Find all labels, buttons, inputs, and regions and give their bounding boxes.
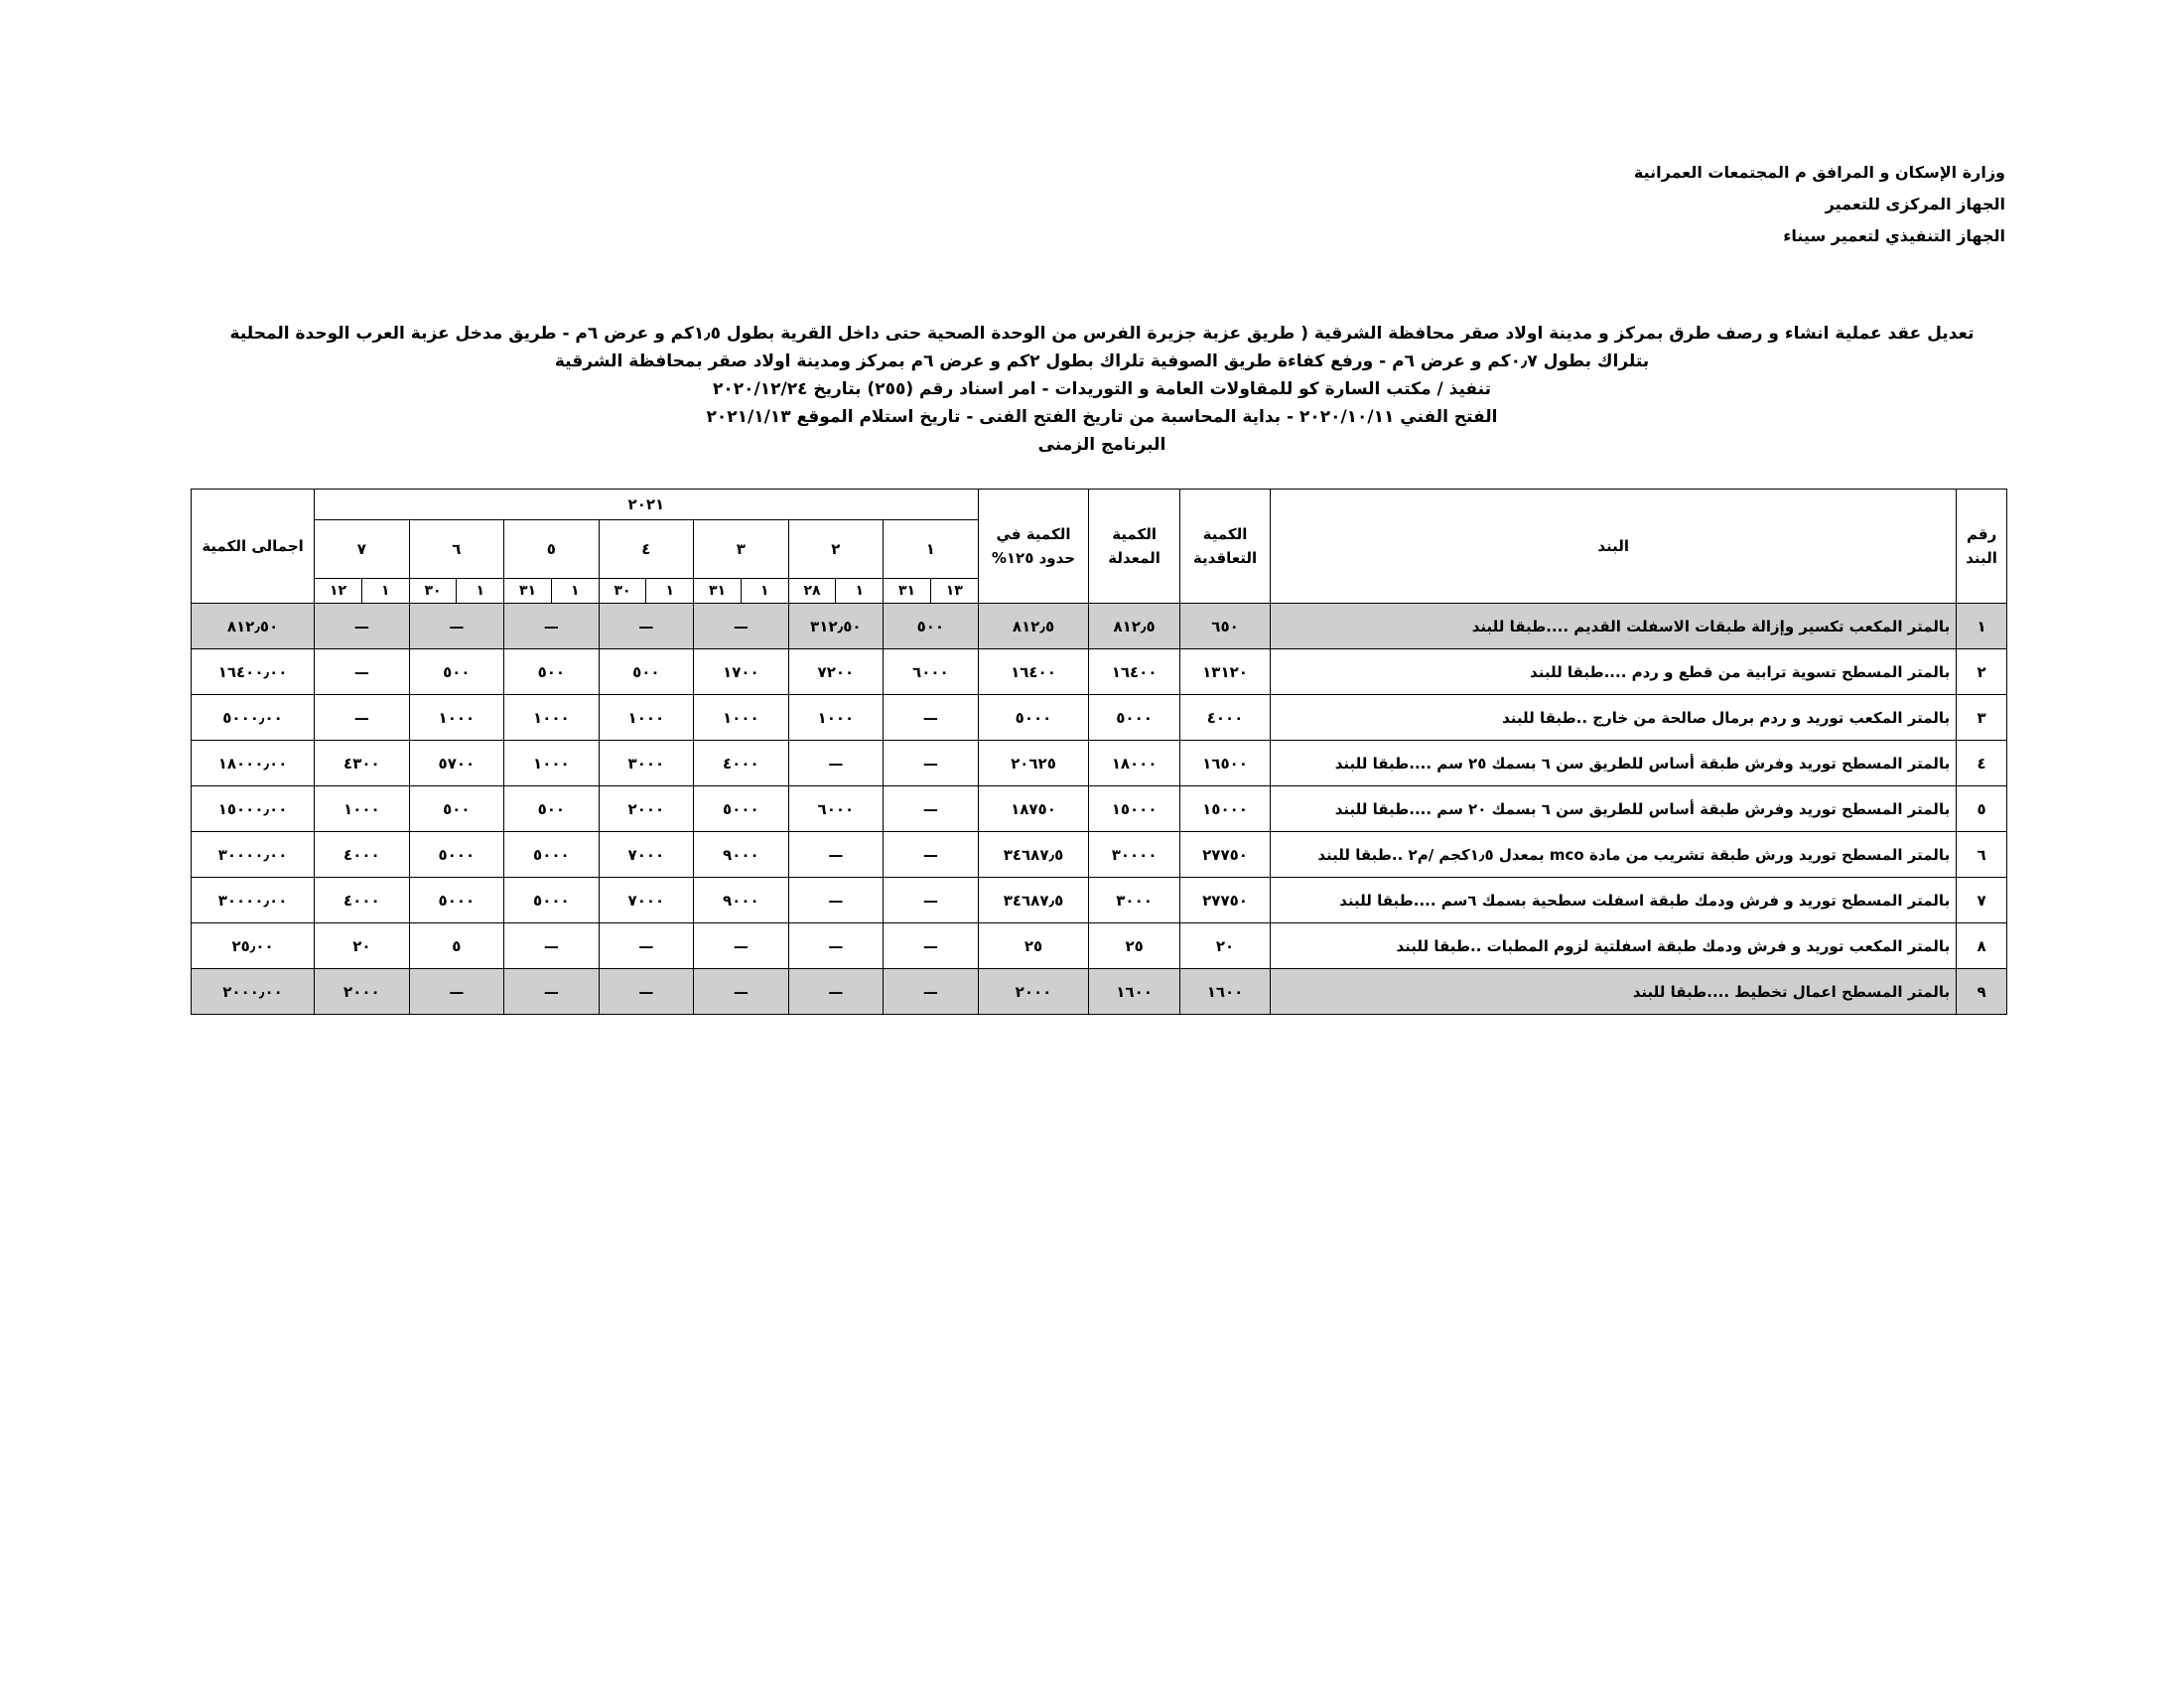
qty-125-cell: ٢٠٠٠ (978, 969, 1089, 1015)
month-qty-cell: — (694, 604, 789, 649)
month-qty-cell: — (504, 923, 600, 969)
month-qty-cell: — (315, 695, 410, 741)
month-header: ٧ (315, 520, 410, 579)
executive-agency-name: الجهاز التنفيذي لتعمير سيناء (1783, 226, 2005, 245)
total-qty-cell: ١٦٤٠٠٫٠٠ (192, 649, 315, 695)
month-qty-cell: — (884, 786, 979, 832)
month-qty-cell: — (694, 969, 789, 1015)
month-qty-cell: — (504, 604, 600, 649)
month-qty-cell: — (694, 923, 789, 969)
month-qty-cell: — (599, 923, 694, 969)
contract-qty-cell: ١٥٠٠٠ (1179, 786, 1270, 832)
month-qty-cell: ٧٠٠٠ (599, 832, 694, 878)
month-qty-cell: ٥٠٠٠ (504, 878, 600, 923)
header-item-no: رقم البند (1957, 490, 2007, 604)
month-qty-cell: ٥٠٠ (409, 786, 504, 832)
day-header: ١٣ (930, 579, 978, 604)
month-header: ١ (884, 520, 979, 579)
modified-qty-cell: ٥٠٠٠ (1089, 695, 1179, 741)
total-qty-cell: ١٨٠٠٠٫٠٠ (192, 741, 315, 786)
month-qty-cell: — (884, 832, 979, 878)
modified-qty-cell: ١٨٠٠٠ (1089, 741, 1179, 786)
month-header: ٣ (694, 520, 789, 579)
header-qty-125: الكمية في حدود ١٢٥% (978, 490, 1089, 604)
table-row (192, 604, 2007, 649)
day-header: ١ (457, 579, 504, 604)
month-qty-cell: ٥٠٠٠ (409, 878, 504, 923)
qty-125-cell: ١٦٤٠٠ (978, 649, 1089, 695)
month-qty-cell: — (315, 649, 410, 695)
month-qty-cell: — (315, 604, 410, 649)
month-qty-cell: — (884, 969, 979, 1015)
item-number-cell: ٩ (1957, 969, 2007, 1015)
day-header: ١ (551, 579, 599, 604)
month-qty-cell: ٢٠ (315, 923, 410, 969)
month-qty-cell: ٣١٢٫٥٠ (788, 604, 884, 649)
day-header: ١ (361, 579, 409, 604)
table-row (192, 695, 2007, 741)
month-qty-cell: ٤٠٠٠ (694, 741, 789, 786)
item-number-cell: ٢ (1957, 649, 2007, 695)
qty-125-cell: ٨١٢٫٥ (978, 604, 1089, 649)
day-header: ١ (741, 579, 788, 604)
table-row (192, 969, 2007, 1015)
table-header (192, 490, 2007, 604)
month-qty-cell: ١٠٠٠ (315, 786, 410, 832)
month-qty-cell: ٤٣٠٠ (315, 741, 410, 786)
month-qty-cell: ٢٠٠٠ (599, 786, 694, 832)
item-description-cell: بالمتر المسطح توريد وفرش طبقة أساس للطريق سن ٦ بسمك ٢٥ سم ....طبقا للبند (1271, 741, 1957, 786)
header-item: البند (1271, 490, 1957, 604)
contract-title: تعديل عقد عملية انشاء و رصف طرق بمركز و مدينة اولاد صقر محافظة الشرقية ( طريق عزبة جزيرة الفرس من الوحدة الصحية حتى داخل القرية بطول ١٫٥كم و عرض ٦م - طريق مدخل عزبة العرب الوحدة المحلية بتلراك بطول ٠٫٧كم و عرض ٦م - ورفع كفاءة طريق الصوفية تلراك بطول ٢كم و عرض ٦م بمركز ومدينة اولاد صقر بمحافظة الشرقية (229, 324, 1975, 371)
contract-qty-cell: ٢٠ (1179, 923, 1270, 969)
month-qty-cell: ٥٠٠٠ (409, 832, 504, 878)
contractor-line: تنفيذ / مكتب السارة كو للمقاولات العامة و التوريدات - امر اسناد رقم (٢٥٥) بتاريخ ٢٠٢٠/١٢/٢٤ (713, 379, 1491, 399)
day-header: ١ (646, 579, 694, 604)
month-header: ٤ (599, 520, 694, 579)
month-qty-cell: — (788, 832, 884, 878)
dates-line: الفتح الفني ٢٠٢٠/١٠/١١ - بداية المحاسبة من تاريخ الفتح الفنى - تاريخ استلام الموقع ٢٠٢١/١/١٣ (706, 407, 1498, 427)
month-qty-cell: — (788, 923, 884, 969)
item-description-cell: بالمتر المكعب توريد و فرش ودمك طبقة اسفلتية لزوم المطبات ..طبقا للبند (1271, 923, 1957, 969)
month-qty-cell: ٥٠٠٠ (694, 786, 789, 832)
month-qty-cell: — (884, 695, 979, 741)
month-qty-cell: ١٠٠٠ (504, 695, 600, 741)
central-agency-name: الجهاز المركزى للتعمير (1825, 195, 2005, 213)
day-header: ٣٠ (409, 579, 457, 604)
item-description-cell: بالمتر المكعب تكسير وإزالة طبقات الاسفلت القديم ....طبقا للبند (1271, 604, 1957, 649)
total-qty-cell: ٢٠٠٠٫٠٠ (192, 969, 315, 1015)
document-title-block (208, 320, 1995, 459)
qty-125-cell: ٥٠٠٠ (978, 695, 1089, 741)
qty-125-cell: ٢٥ (978, 923, 1089, 969)
month-qty-cell: — (884, 741, 979, 786)
day-header: ٣١ (694, 579, 742, 604)
month-qty-cell: ٥٠٠ (884, 604, 979, 649)
contract-qty-cell: ٢٧٧٥٠ (1179, 832, 1270, 878)
table-row (192, 832, 2007, 878)
month-qty-cell: ١٠٠٠ (504, 741, 600, 786)
month-qty-cell: ١٠٠٠ (409, 695, 504, 741)
month-qty-cell: ٧٢٠٠ (788, 649, 884, 695)
day-header: ١ (836, 579, 884, 604)
month-qty-cell: — (599, 604, 694, 649)
table-row (192, 741, 2007, 786)
month-qty-cell: ٤٠٠٠ (315, 832, 410, 878)
total-qty-cell: ٣٠٠٠٠٫٠٠ (192, 878, 315, 923)
schedule-heading: البرنامج الزمنى (1037, 435, 1166, 455)
item-description-cell: بالمتر المسطح توريد و فرش ودمك طبقة اسفلت سطحية بسمك ٦سم ....طبقا للبند (1271, 878, 1957, 923)
day-header: ٢٨ (788, 579, 836, 604)
month-qty-cell: — (599, 969, 694, 1015)
item-number-cell: ٤ (1957, 741, 2007, 786)
month-header: ٦ (409, 520, 504, 579)
day-header: ٣٠ (599, 579, 646, 604)
modified-qty-cell: ١٥٠٠٠ (1089, 786, 1179, 832)
header-contract-qty: الكمية التعاقدية (1179, 490, 1270, 604)
item-description-cell: بالمتر المسطح اعمال تخطيط ....طبقا للبند (1271, 969, 1957, 1015)
total-qty-cell: ٣٠٠٠٠٫٠٠ (192, 832, 315, 878)
item-description-cell: بالمتر المسطح تسوية ترابية من قطع و ردم ....طبقا للبند (1271, 649, 1957, 695)
month-qty-cell: ٥٠٠ (409, 649, 504, 695)
qty-125-cell: ٣٤٦٨٧٫٥ (978, 878, 1089, 923)
month-header: ٥ (504, 520, 600, 579)
item-number-cell: ٨ (1957, 923, 2007, 969)
contract-qty-cell: ١٦٠٠ (1179, 969, 1270, 1015)
month-qty-cell: ٣٠٠٠ (599, 741, 694, 786)
day-header: ٣١ (884, 579, 931, 604)
month-qty-cell: — (884, 923, 979, 969)
month-qty-cell: — (788, 878, 884, 923)
contract-qty-cell: ٤٠٠٠ (1179, 695, 1270, 741)
day-header: ٣١ (504, 579, 552, 604)
month-qty-cell: — (409, 604, 504, 649)
month-qty-cell: — (788, 969, 884, 1015)
item-number-cell: ٦ (1957, 832, 2007, 878)
month-qty-cell: ٥٠٠ (504, 649, 600, 695)
item-description-cell: بالمتر المكعب توريد و ردم برمال صالحة من خارج ..طبقا للبند (1271, 695, 1957, 741)
table-row (192, 649, 2007, 695)
month-qty-cell: ١٠٠٠ (599, 695, 694, 741)
month-qty-cell: ٦٠٠٠ (884, 649, 979, 695)
contract-qty-cell: ٦٥٠ (1179, 604, 1270, 649)
month-qty-cell: ٥٠٠ (599, 649, 694, 695)
month-qty-cell: ١٠٠٠ (788, 695, 884, 741)
table-row (192, 878, 2007, 923)
authority-header (1112, 157, 2005, 252)
modified-qty-cell: ٣٠٠٠٠ (1089, 832, 1179, 878)
modified-qty-cell: ١٦٠٠ (1089, 969, 1179, 1015)
month-qty-cell: ٦٠٠٠ (788, 786, 884, 832)
month-qty-cell: — (504, 969, 600, 1015)
total-qty-cell: ١٥٠٠٠٫٠٠ (192, 786, 315, 832)
total-qty-cell: ٨١٢٫٥٠ (192, 604, 315, 649)
contract-qty-cell: ١٦٥٠٠ (1179, 741, 1270, 786)
month-header: ٢ (788, 520, 884, 579)
total-qty-cell: ٢٥٫٠٠ (192, 923, 315, 969)
month-qty-cell: — (788, 741, 884, 786)
table-row (192, 923, 2007, 969)
ministry-name: وزارة الإسكان و المرافق م المجتمعات العمرانية (1633, 163, 2005, 182)
month-qty-cell: ٥٧٠٠ (409, 741, 504, 786)
qty-125-cell: ٢٠٦٢٥ (978, 741, 1089, 786)
month-qty-cell: — (884, 878, 979, 923)
header-total: اجمالى الكمية (192, 490, 315, 604)
header-modified-qty: الكمية المعدلة (1089, 490, 1179, 604)
day-header: ١٢ (315, 579, 362, 604)
item-number-cell: ٣ (1957, 695, 2007, 741)
header-year: ٢٠٢١ (315, 490, 979, 520)
table-row (192, 786, 2007, 832)
table-body (192, 604, 2007, 1015)
total-qty-cell: ٥٠٠٠٫٠٠ (192, 695, 315, 741)
item-number-cell: ٧ (1957, 878, 2007, 923)
qty-125-cell: ٣٤٦٨٧٫٥ (978, 832, 1089, 878)
month-qty-cell: ١٧٠٠ (694, 649, 789, 695)
month-qty-cell: ٢٠٠٠ (315, 969, 410, 1015)
modified-qty-cell: ٣٠٠٠ (1089, 878, 1179, 923)
month-qty-cell: ٩٠٠٠ (694, 832, 789, 878)
month-qty-cell: ٥ (409, 923, 504, 969)
item-description-cell: بالمتر المسطح توريد ورش طبقة تشريب من مادة mco بمعدل ١٫٥كجم /م٢ ..طبقا للبند (1271, 832, 1957, 878)
month-qty-cell: ٩٠٠٠ (694, 878, 789, 923)
item-description-cell: بالمتر المسطح توريد وفرش طبقة أساس للطريق سن ٦ بسمك ٢٠ سم ....طبقا للبند (1271, 786, 1957, 832)
modified-qty-cell: ١٦٤٠٠ (1089, 649, 1179, 695)
month-qty-cell: ٥٠٠ (504, 786, 600, 832)
month-qty-cell: ٧٠٠٠ (599, 878, 694, 923)
modified-qty-cell: ٢٥ (1089, 923, 1179, 969)
contract-qty-cell: ٢٧٧٥٠ (1179, 878, 1270, 923)
contract-qty-cell: ١٣١٢٠ (1179, 649, 1270, 695)
schedule-table (191, 489, 2007, 1015)
item-number-cell: ١ (1957, 604, 2007, 649)
item-number-cell: ٥ (1957, 786, 2007, 832)
month-qty-cell: ٥٠٠٠ (504, 832, 600, 878)
month-qty-cell: ٤٠٠٠ (315, 878, 410, 923)
month-qty-cell: ١٠٠٠ (694, 695, 789, 741)
qty-125-cell: ١٨٧٥٠ (978, 786, 1089, 832)
modified-qty-cell: ٨١٢٫٥ (1089, 604, 1179, 649)
month-qty-cell: — (409, 969, 504, 1015)
